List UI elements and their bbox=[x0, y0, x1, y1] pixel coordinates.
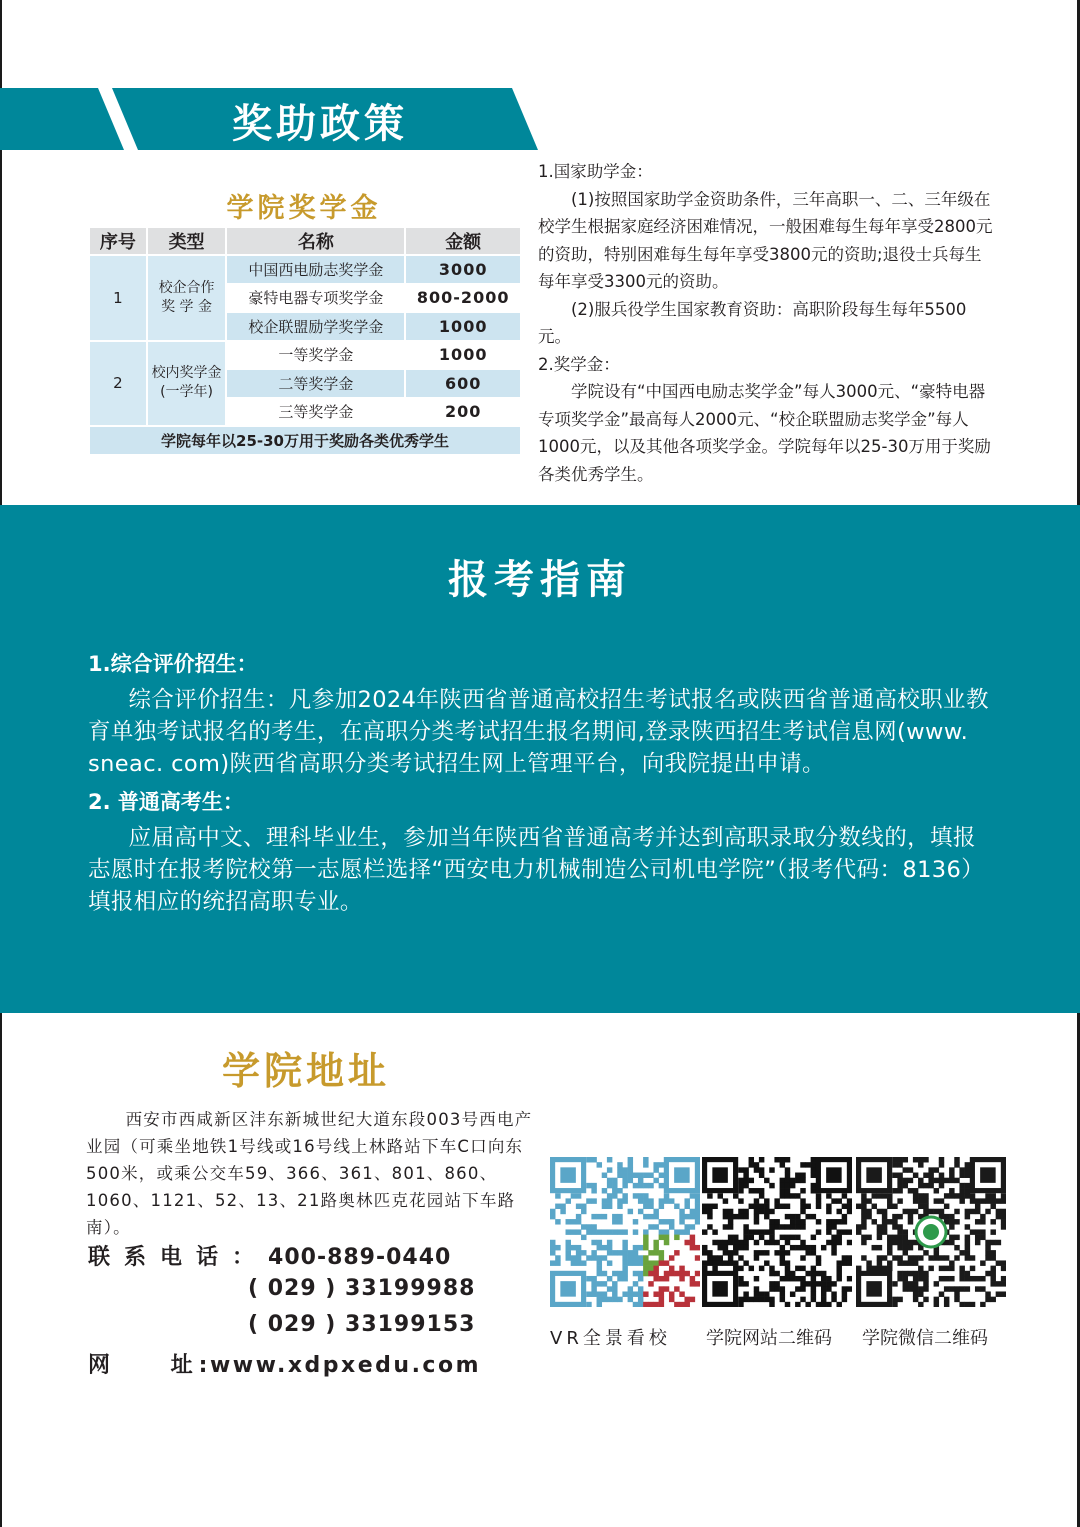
row-amount: 1000 bbox=[405, 312, 521, 341]
row-number: 1 bbox=[89, 255, 147, 341]
wechat-qr-code-icon[interactable] bbox=[856, 1157, 1006, 1307]
row-name: 校企联盟励学奖学金 bbox=[226, 312, 405, 341]
table-header-row bbox=[89, 227, 521, 255]
policy-paragraph: (1)按照国家助学金资助条件，三年高职一、二、三年级在校学生根据家庭经济困难情况，一般困难每生每年享受2800元的资助，特别困难每生每年享受3800元的资助;退役士兵每生每年享受3300元的资助。 bbox=[538, 189, 993, 291]
policy-paragraph: 学院设有“中国西电励志奖学金”每人3000元、“豪特电器专项奖学金”最高每人2000元、“校企联盟励志奖学金”每人1000元，以及其他各项奖学金。学院每年以25-30万用于奖励各类优秀学生。 bbox=[538, 382, 991, 484]
row-name: 一等奖学金 bbox=[226, 341, 405, 370]
row-amount: 600 bbox=[405, 369, 521, 398]
type-line: 校企合作 bbox=[158, 279, 215, 296]
web-url[interactable]: :www.xdpxedu.com bbox=[198, 1353, 482, 1378]
scholarship-table bbox=[88, 226, 522, 456]
table-title: 学院奖学金 bbox=[226, 193, 382, 224]
vr-qr-code-icon[interactable] bbox=[550, 1157, 700, 1307]
header-cell: 金额 bbox=[405, 227, 521, 255]
phone-number: 400-889-0440 bbox=[268, 1245, 452, 1270]
policy-heading: 2.奖学金： bbox=[538, 354, 620, 374]
row-name: 三等奖学金 bbox=[226, 398, 405, 427]
guide-heading: 2. 普通高考生： bbox=[88, 790, 244, 814]
row-number: 2 bbox=[89, 341, 147, 427]
qr-caption: 学院网站二维码 bbox=[706, 1328, 832, 1349]
policy-text bbox=[538, 158, 998, 488]
phone-number: ( 029 ) 33199988 bbox=[248, 1276, 476, 1301]
header-cell: 名称 bbox=[226, 227, 405, 255]
website-qr-code-icon[interactable] bbox=[702, 1157, 852, 1307]
row-name: 二等奖学金 bbox=[226, 369, 405, 398]
policy-paragraph: (2)服兵役学生国家教育资助：高职阶段每生每年5500元。 bbox=[538, 299, 967, 346]
guide-text bbox=[88, 648, 998, 918]
phone-label: 联系电话： bbox=[88, 1245, 269, 1270]
table-row bbox=[89, 341, 521, 370]
section-title-address: 学院地址 bbox=[222, 1048, 391, 1093]
header-cell: 类型 bbox=[147, 227, 227, 255]
row-name: 中国西电励志奖学金 bbox=[226, 255, 405, 284]
row-name: 豪特电器专项奖学金 bbox=[226, 284, 405, 313]
guide-paragraph: 综合评价招生：凡参加2024年陕西省普通高校招生考试报名或陕西省普通高校职业教育单独考试报名的考生，在高职分类考试招生报名期间,登录陕西招生考试信息网(www. sneac. com)陕西省高职分类考试招生网上管理平台，向我院提出申请。 bbox=[88, 687, 989, 777]
table-footer-row bbox=[89, 426, 521, 455]
type-line: (一学年) bbox=[160, 384, 214, 401]
phone-number: ( 029 ) 33199153 bbox=[248, 1312, 476, 1337]
row-type bbox=[147, 255, 227, 341]
section-title-guide: 报考指南 bbox=[448, 556, 632, 603]
qr-caption: 学院微信二维码 bbox=[862, 1328, 988, 1349]
header-cell: 序号 bbox=[89, 227, 147, 255]
qr-caption: VR全景看校 bbox=[550, 1328, 671, 1349]
guide-heading: 1.综合评价招生： bbox=[88, 652, 258, 676]
address-paragraph: 西安市西咸新区沣东新城世纪大道东段003号西电产业园（可乘坐地铁1号线或16号线上林路站下车C口向东500米，或乘公交车59、366、361、801、860、1060、1121、52、13、21路奥林匹克花园站下车路南）。 bbox=[86, 1110, 533, 1237]
table-row bbox=[89, 255, 521, 284]
row-amount: 200 bbox=[405, 398, 521, 427]
address-text bbox=[86, 1106, 538, 1241]
section-title-scholarship: 奖助政策 bbox=[232, 100, 408, 147]
row-amount: 800-2000 bbox=[405, 284, 521, 313]
row-amount: 1000 bbox=[405, 341, 521, 370]
type-line: 校内奖学金 bbox=[151, 365, 222, 382]
policy-heading: 1.国家助学金： bbox=[538, 162, 653, 181]
row-amount: 3000 bbox=[405, 255, 521, 284]
type-line: 奖 学 金 bbox=[161, 298, 213, 315]
table-footer: 学院每年以25-30万用于奖励各类优秀学生 bbox=[89, 426, 521, 455]
guide-paragraph: 应届高中文、理科毕业生，参加当年陕西省普通高考并达到高职录取分数线的，填报志愿时在报考院校第一志愿栏选择“西安电力机械制造公司机电学院”（报考代码：8136）填报相应的统招高职专业。 bbox=[88, 825, 985, 915]
web-label: 网 址 bbox=[88, 1353, 199, 1378]
row-type bbox=[147, 341, 227, 427]
